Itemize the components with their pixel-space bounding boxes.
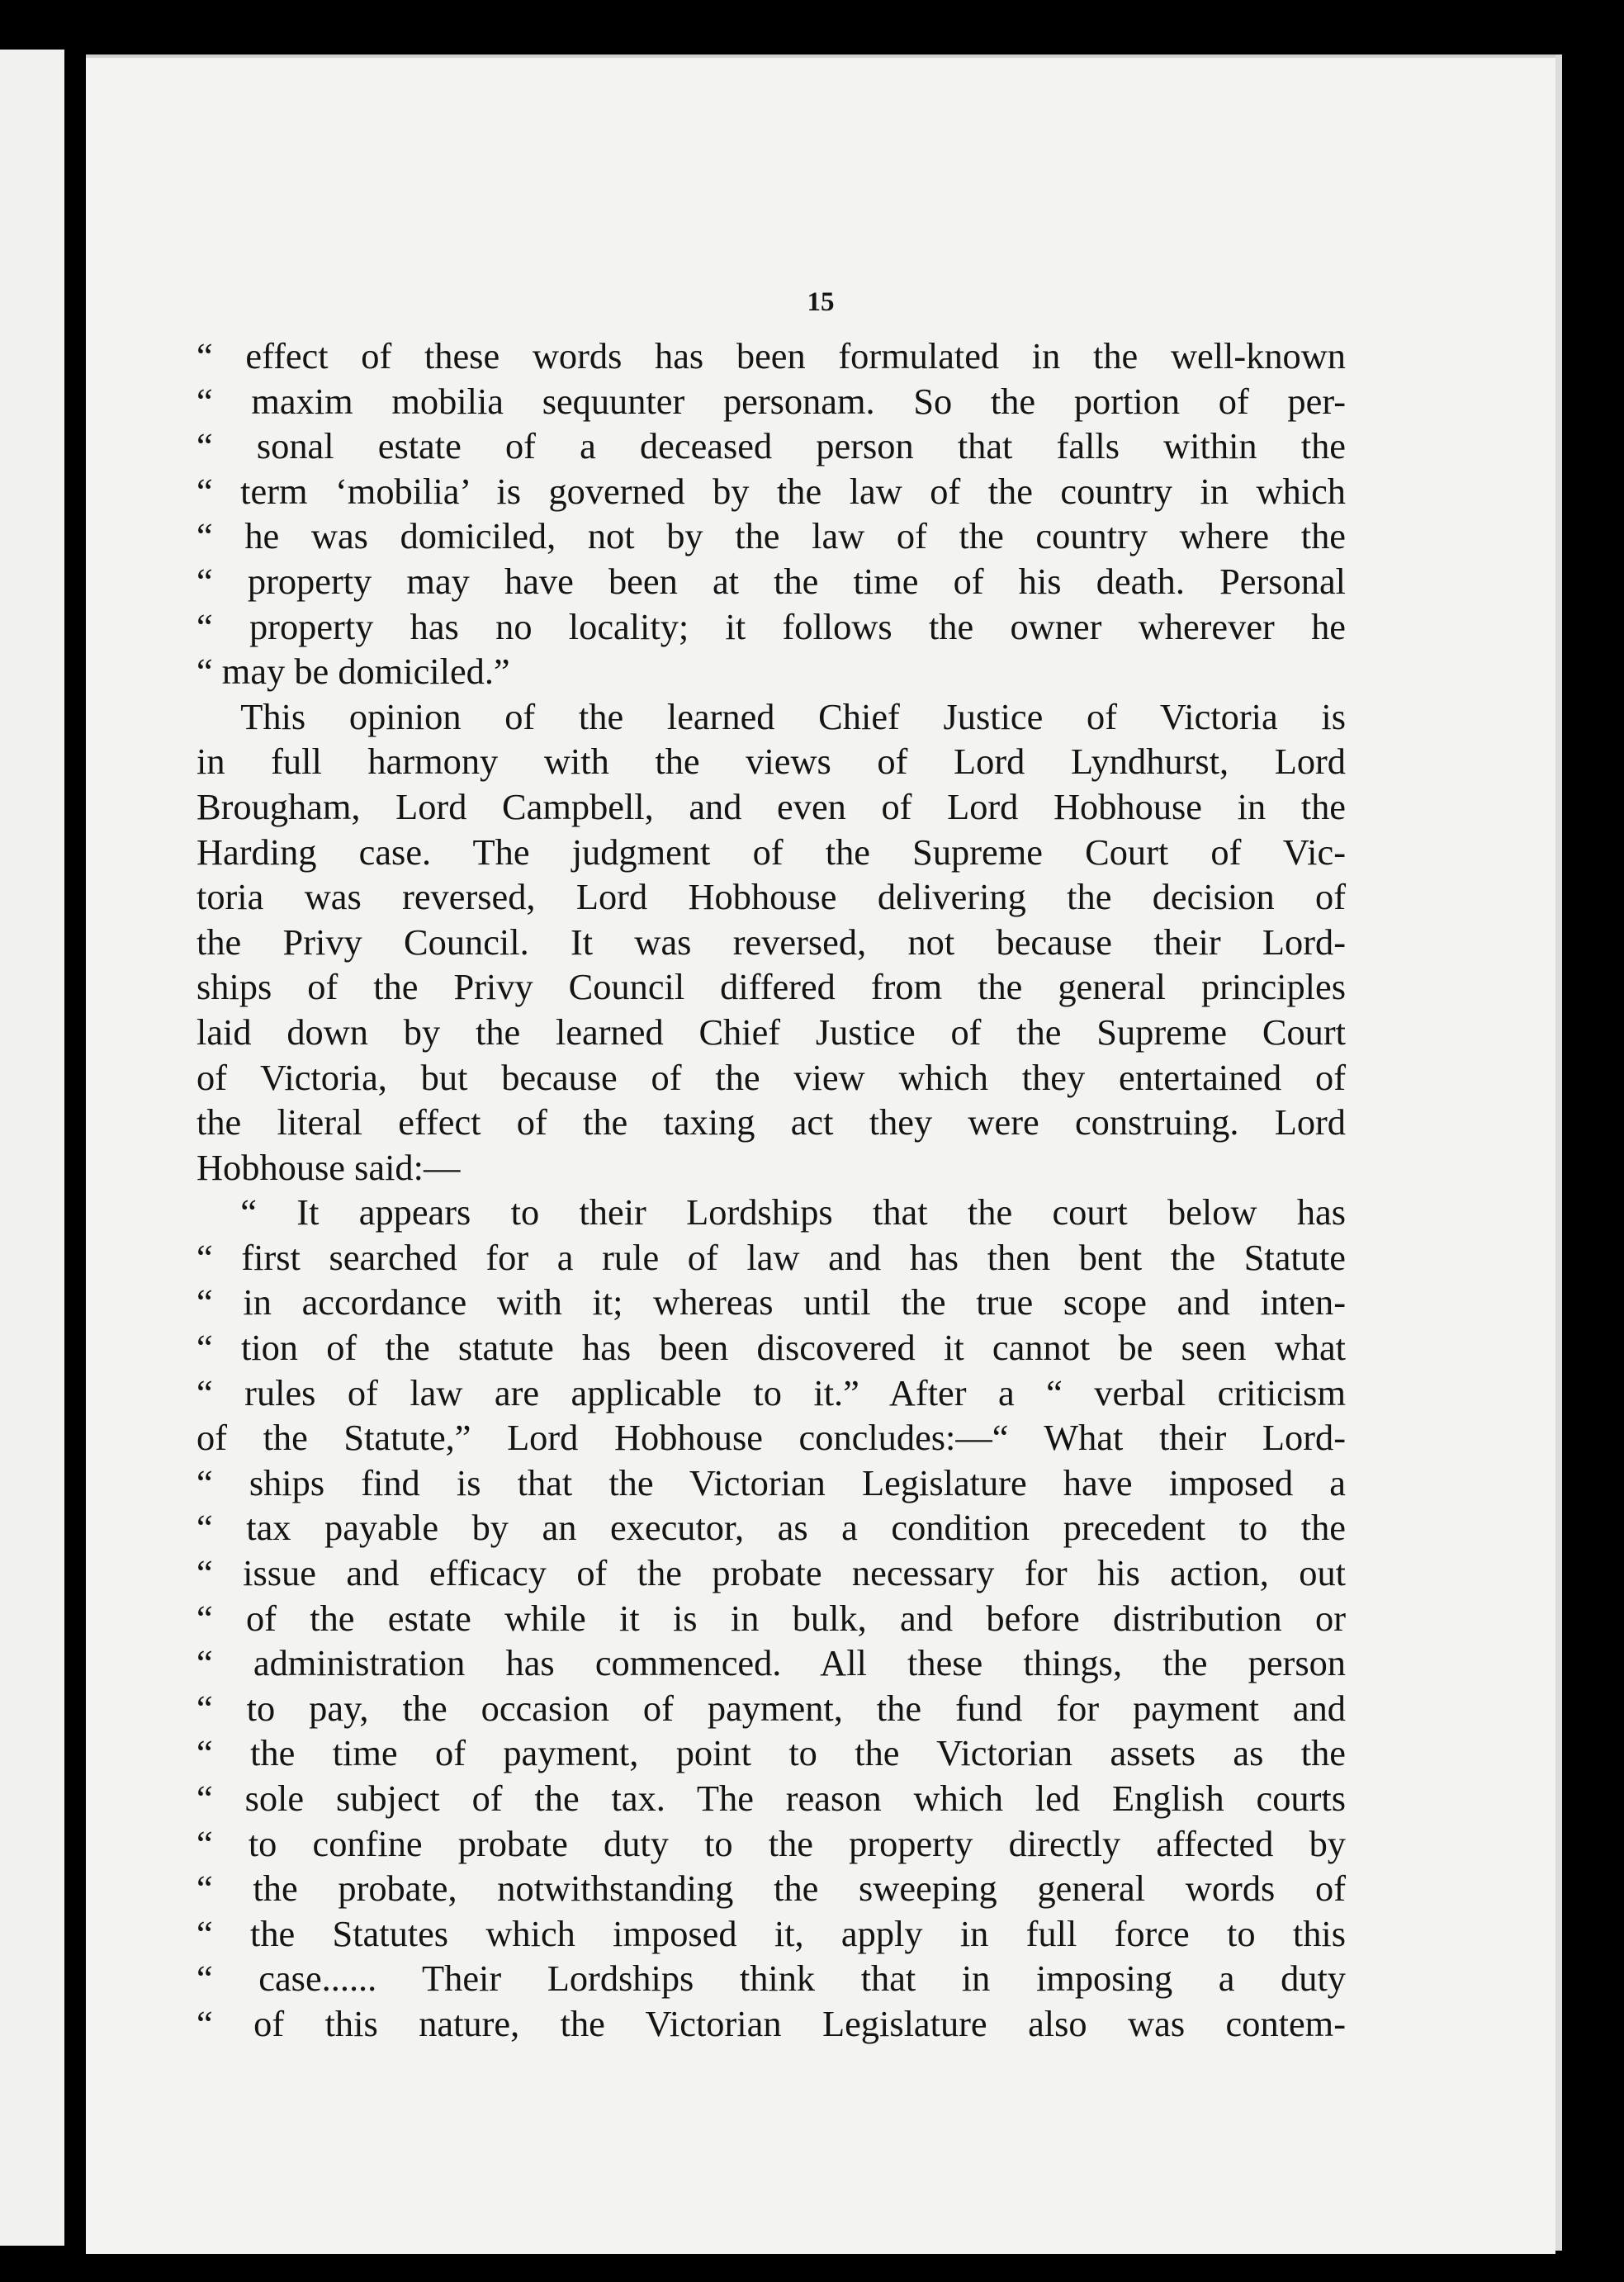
text-line: “ the time of payment, point to the Victorian assets as the: [196, 1732, 1346, 1774]
text-line: “ administration has commenced. All these things, the person: [196, 1642, 1346, 1684]
text-line: in full harmony with the views of Lord Lyndhurst, Lord: [196, 741, 1346, 783]
text-line: “ of the estate while it is in bulk, and before distribution or: [196, 1597, 1346, 1639]
body-text: [196, 334, 1346, 2047]
text-line: “ to confine probate duty to the property directly affected by: [196, 1822, 1346, 1864]
text-line: of Victoria, but because of the view which they entertained of: [196, 1056, 1346, 1098]
text-line: “ effect of these words has been formulated in the well-known: [196, 335, 1346, 376]
text-line: Hobhouse said:—: [196, 1146, 461, 1188]
text-line: “ sonal estate of a deceased person that falls within the: [196, 425, 1346, 467]
page-edge-right: [1555, 54, 1562, 2251]
text-line: “ the Statutes which imposed it, apply in full force to this: [196, 1912, 1346, 1954]
text-line: “ may be domiciled.”: [196, 651, 510, 693]
text-line: laid down by the learned Chief Justice of the Supreme Court: [196, 1011, 1346, 1053]
text-line: “ in accordance with it; whereas until the true scope and inten-: [196, 1281, 1346, 1323]
text-line: of the Statute,” Lord Hobhouse concludes:—“ What their Lord-: [196, 1417, 1346, 1459]
text-line: “ tax payable by an executor, as a condition precedent to the: [196, 1507, 1346, 1549]
text-line: the literal effect of the taxing act they were construing. Lord: [196, 1101, 1346, 1143]
left-page-edge: [0, 50, 64, 2246]
text-line: “ he was domiciled, not by the law of the country where the: [196, 515, 1346, 557]
text-line: Harding case. The judgment of the Supreme Court of Vic-: [196, 831, 1346, 873]
text-line: “ ships find is that the Victorian Legislature have imposed a: [196, 1461, 1346, 1503]
text-line: “ tion of the statute has been discovered it cannot be seen what: [196, 1327, 1346, 1369]
text-line: “ It appears to their Lordships that the court below has: [240, 1191, 1346, 1233]
text-line: toria was reversed, Lord Hobhouse delivering the decision of: [196, 876, 1346, 918]
text-line: “ maxim mobilia sequunter personam. So the portion of per-: [196, 380, 1346, 422]
page-number: 15: [807, 287, 835, 317]
text-line: “ the probate, notwithstanding the sweeping general words of: [196, 1868, 1346, 1910]
text-line: “ of this nature, the Victorian Legislature also was contem-: [196, 2002, 1346, 2044]
text-line: This opinion of the learned Chief Justice of Victoria is: [240, 695, 1346, 737]
text-line: “ term ‘mobilia’ is governed by the law of the country in which: [196, 470, 1346, 512]
text-line: “ property has no locality; it follows the owner wherever he: [196, 605, 1346, 647]
text-line: “ issue and efficacy of the probate necessary for his action, out: [196, 1552, 1346, 1594]
text-line: ships of the Privy Council differed from the general principles: [196, 966, 1346, 1008]
text-line: “ to pay, the occasion of payment, the fund for payment and: [196, 1687, 1346, 1729]
text-line: “ property may have been at the time of his death. Personal: [196, 560, 1346, 602]
text-line: “ sole subject of the tax. The reason which led English courts: [196, 1778, 1346, 1819]
text-line: “ rules of law are applicable to it.” After a “ verbal criticism: [196, 1371, 1346, 1413]
text-line: the Privy Council. It was reversed, not because their Lord-: [196, 921, 1346, 963]
text-line: “ first searched for a rule of law and has then bent the Statute: [196, 1236, 1346, 1278]
text-line: “ case...... Their Lordships think that in imposing a duty: [196, 1958, 1346, 2000]
text-line: Brougham, Lord Campbell, and even of Lord Hobhouse in the: [196, 785, 1346, 827]
